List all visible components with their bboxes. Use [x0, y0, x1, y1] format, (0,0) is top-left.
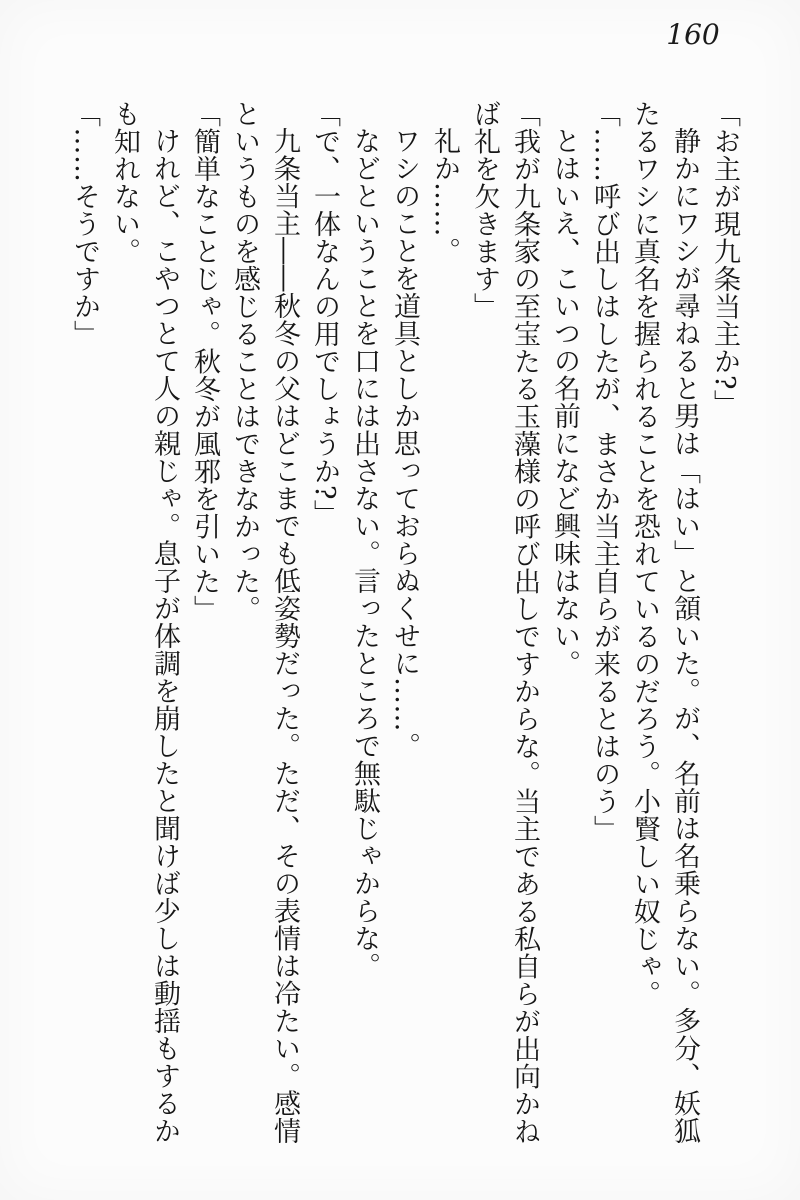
text-line-11: 「で、一体なんの用でしょうか?」 [309, 100, 340, 528]
text-line-17: 「……そうですか」 [69, 100, 100, 348]
text-line-15: けれど、こやつとて人の親じゃ。息子が体調を崩したと聞けば少しは動揺もするか [149, 127, 180, 1145]
text-block [64, 100, 744, 1156]
text-line-6: 「我が九条家の至宝たる玉藻様の呼び出しですからな。当主である私自らが出向かね [509, 100, 540, 1145]
text-line-2: 静かにワシが尋ねると男は「はい」と頷いた。が、名前は名乗らない。多分、妖狐 [669, 127, 700, 1145]
text-line-8: 礼か……。 [429, 127, 460, 265]
text-line-14: 「簡単なことじゃ。秋冬が風邪を引いた」 [189, 100, 220, 623]
page-number: 160 [666, 18, 720, 51]
text-line-12: 九条当主――秋冬の父はどこまでも低姿勢だった。ただ、その表情は冷たい。感情 [269, 127, 300, 1145]
text-line-13: というものを感じることはできなかった。 [229, 100, 260, 623]
text-line-4: 「……呼び出しはしたが、まさか当主自らが来るとはのう」 [589, 100, 620, 843]
text-line-1: 「お主が現九条当主か?」 [709, 100, 740, 418]
text-line-9: ワシのことを道具としか思っておらぬくせに……。 [389, 127, 420, 760]
text-line-7: ば礼を欠きます」 [469, 100, 500, 320]
text-line-16: も知れない。 [109, 100, 140, 265]
text-line-3: たるワシに真名を握られることを恐れているのだろう。小賢しい奴じゃ。 [629, 100, 660, 1008]
text-line-10: などということを口には出さない。言ったところで無駄じゃからな。 [349, 127, 380, 980]
text-line-5: とはいえ、こいつの名前になど興味はない。 [549, 127, 580, 677]
